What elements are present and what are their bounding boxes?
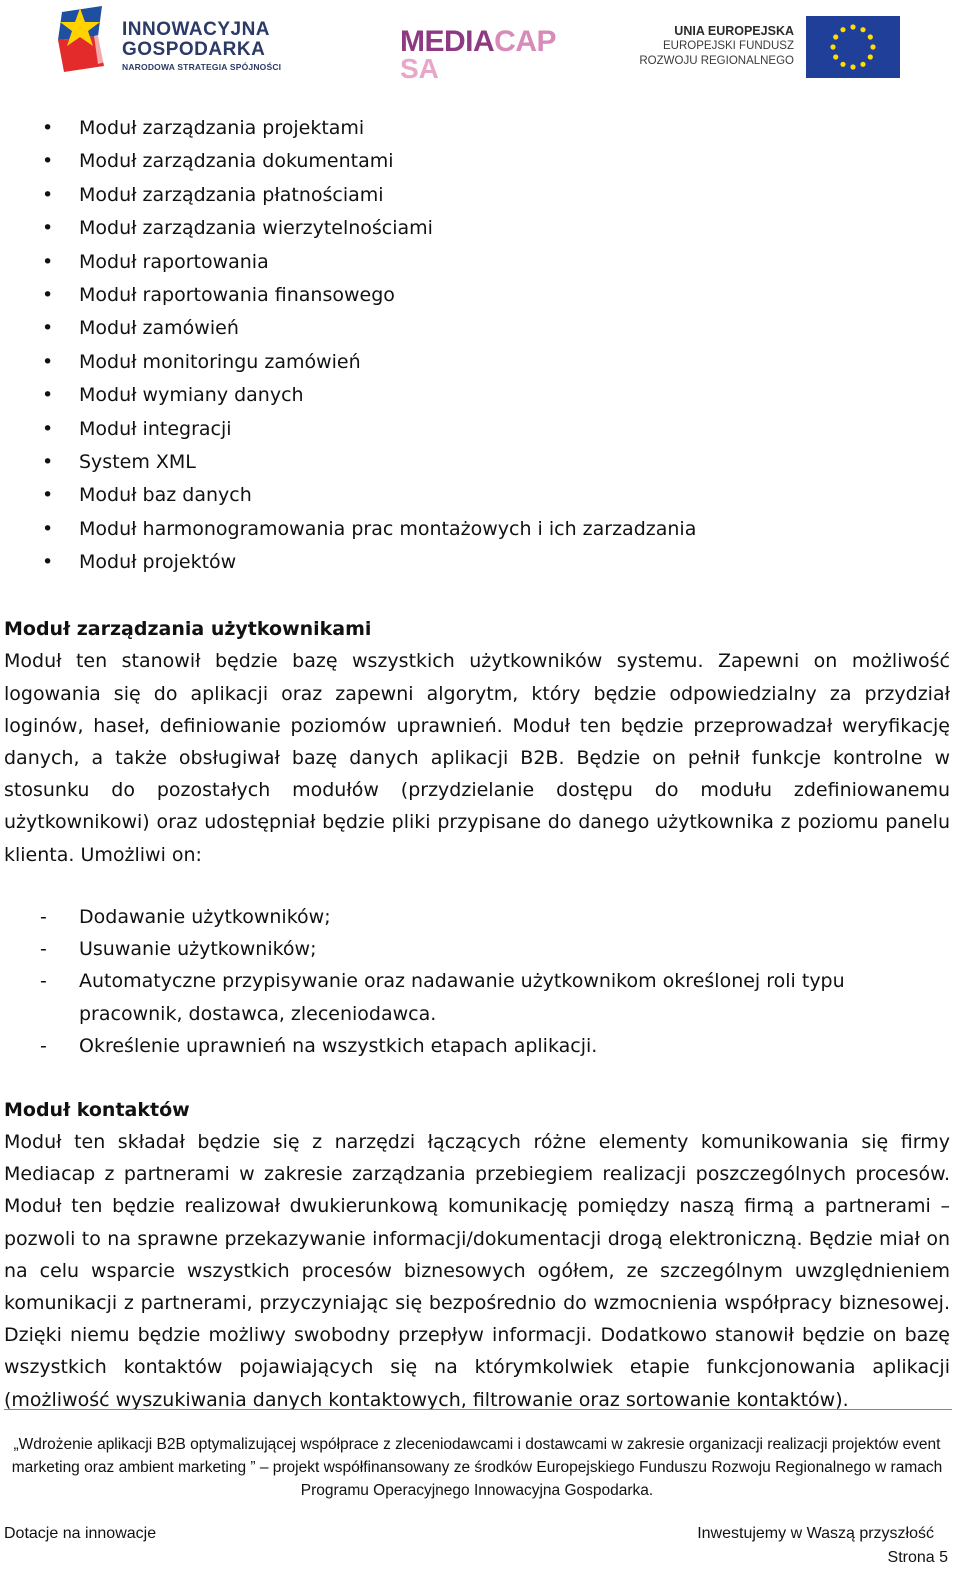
- list-item: - Usuwanie użytkowników;: [40, 938, 317, 961]
- list-item: - Dodawanie użytkowników;: [40, 905, 331, 928]
- list-item: • Moduł zarządzania płatnościami: [42, 183, 384, 206]
- footer-project-note: „Wdrożenie aplikacji B2B optymalizującej współprace z zleceniodawcami i dostawcami w zakresie organizacji realizacji projektów event marketing oraz ambient marketing ” – projekt współfinansowany ze środków Europejskiego Funduszu Rozwoju Regionalnego w ramach Programu Operacyjnego Innowacyjna Gospodarka.: [11, 1436, 943, 1499]
- list-item: • Moduł baz danych: [42, 484, 252, 507]
- page-number: Strona 5: [887, 1549, 948, 1566]
- mediacap-logo: MEDIACAP SA: [400, 25, 557, 84]
- modules-bullet-list: [4, 112, 950, 579]
- eu-flag-icon: [806, 16, 900, 78]
- section-paragraph-users: Moduł ten stanowił będzie bazę wszystkich użytkowników systemu. Zapewni on możliwość logowania się do aplikacji oraz zapewni algorytm, który będzie odpowiedzialny za przydział loginów, haseł, definiowanie poziomów uprawnień. Moduł ten będzie przeprowadzał weryfikację danych, a także obsługiwał bazę danych aplikacji B2B. Będzie on pełnił funkcje kontrolne w stosunku do pozostałych modułów (przydzielanie dostępu do modułu zdefiniowanemu użytkownikowi) oraz udostępniał będzie pliki przypisane do danego użytkownika z poziomu panelu klienta. Umożliwi on:: [4, 650, 950, 866]
- users-dash-list: [4, 901, 950, 1062]
- footer-divider: [4, 1409, 952, 1410]
- list-item: • Moduł projektów: [42, 551, 237, 574]
- list-item: • Moduł wymiany danych: [42, 384, 304, 407]
- ig-flag-icon: [58, 6, 114, 72]
- page-header: [0, 0, 960, 95]
- innowacyjna-gospodarka-logo: INNOWACYJNA GOSPODARKA NARODOWA STRATEGIA SPÓJNOŚCI: [58, 6, 298, 74]
- list-item: • Moduł zamówień: [42, 317, 239, 340]
- section-title-contacts: Moduł kontaktów: [4, 1098, 190, 1121]
- list-item: • Moduł monitoringu zamówień: [42, 350, 361, 373]
- document-body: [4, 112, 950, 1416]
- list-item: • Moduł raportowania finansowego: [42, 283, 395, 306]
- list-item: - Automatyczne przypisywanie oraz nadawanie użytkownikom określonej roli typu pracownik, dostawca, zleceniodawca.: [40, 970, 845, 1025]
- list-item: • Moduł harmonogramowania prac montażowych i ich zarzadzania: [42, 517, 697, 540]
- list-item: • System XML: [42, 450, 196, 473]
- footer-slogan-left: Dotacje na innowacje: [4, 1525, 157, 1542]
- list-item: • Moduł zarządzania wierzytelnościami: [42, 217, 433, 240]
- list-item: • Moduł raportowania: [42, 250, 269, 273]
- section-title-users: Moduł zarządzania użytkownikami: [4, 618, 372, 641]
- list-item: • Moduł zarządzania projektami: [42, 117, 365, 139]
- list-item: • Moduł integracji: [42, 417, 232, 440]
- eu-fund-logo: UNIA EUROPEJSKA EUROPEJSKI FUNDUSZ ROZWOJU REGIONALNEGO: [636, 14, 904, 80]
- section-paragraph-contacts: Moduł ten składał będzie się z narzędzi łączących różne elementy komunikowania się firmy Mediacap z partnerami w zakresie zarządzania przebiegiem realizacji poszczególnych procesów. Moduł ten będzie realizował dwukierunkową komunikację pomiędzy naszą firmą a partnerami – pozwoli to na sprawne przekazywanie informacji/dokumentacji drogą elektroniczną. Będzie miał on na celu wsparcie wszystkich procesów biznesowych ogółem, ze szczególnym uwzględnieniem komunikacji z partnerami, przyczyniając się bezpośrednio do wzmocnienia współpracy biznesowej. Dzięki niemu będzie możliwy swobodny przepływ informacji. Dodatkowo stanowił będzie on bazę wszystkich kontaktów pojawiających się na którymkolwiek etapie funkcjonowania aplikacji (możliwość wyszukiwania danych kontaktowych, filtrowanie oraz sortowanie kontaktów).: [4, 1130, 950, 1411]
- footer-slogan-right: Inwestujemy w Waszą przyszłość: [697, 1525, 934, 1542]
- list-item: - Określenie uprawnień na wszystkich etapach aplikacji.: [40, 1034, 598, 1057]
- list-item: • Moduł zarządzania dokumentami: [42, 150, 394, 173]
